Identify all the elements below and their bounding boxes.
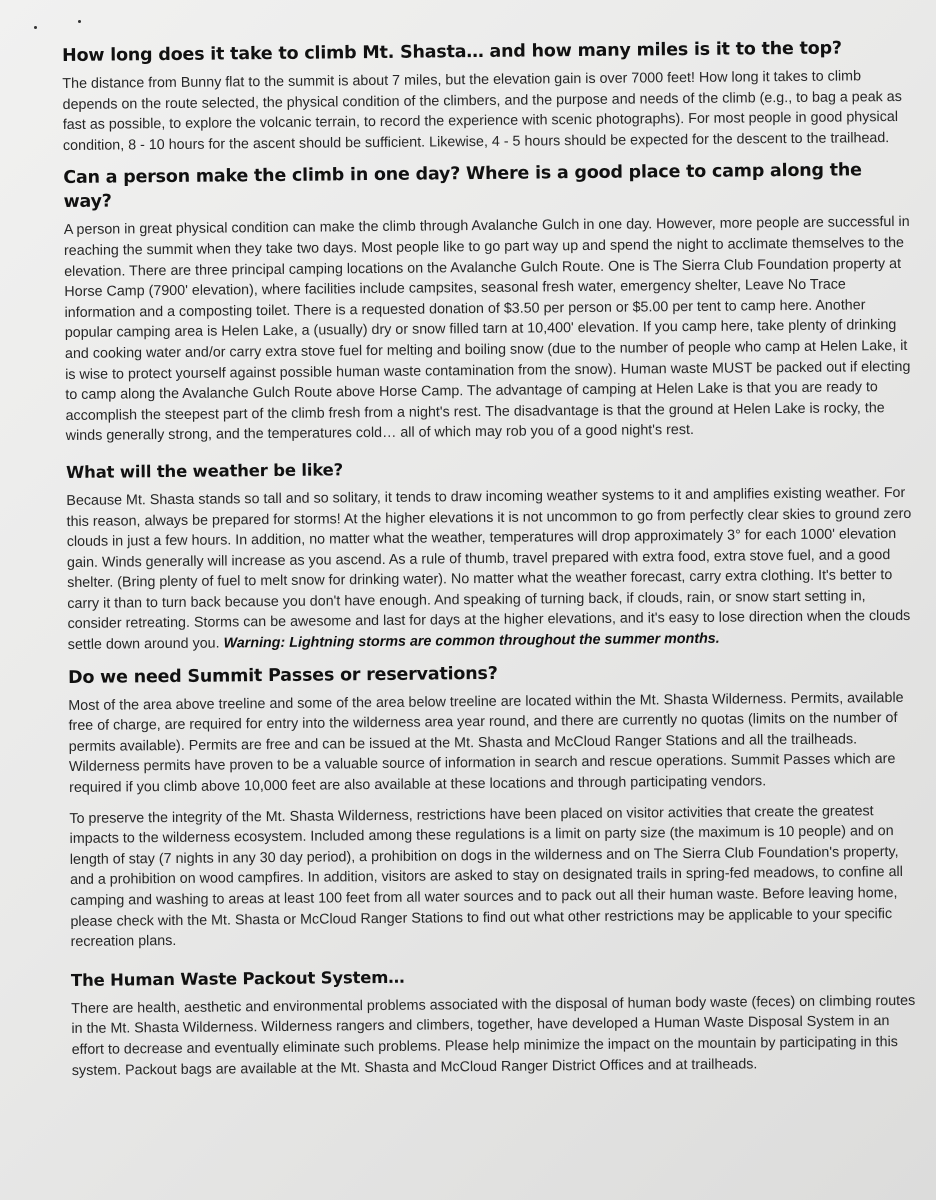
section-climb-duration [62,36,909,156]
section-summit-passes [68,658,917,953]
paragraph-weather-text: Because Mt. Shasta stands so tall and so solitary, it tends to draw incoming weather systems to it and amplifies existing weather. For this reason, always be prepared for storms! At the higher elevations it is not uncommon to go from perfectly clear skies to ground zero clouds in just a few hours. In addition, no matter what the weather, temperatures will drop approximately 3° for each 1000' elevation gain. Winds generally will increase as you ascend. As a rule of thumb, travel prepared with extra food, extra stove fuel, and a good shelter. (Bring plenty of fuel to melt snow for drinking water). No matter what the weather forecast, carry extra clothing. It's better to carry it than to turn back because you don't have enough. And speaking of turning back, if clouds, rain, or snow start setting in, consider retreating. Storms can be awesome and last for days at the higher elevations, and it's easy to lose direction when the clouds settle down around you. [66,484,912,654]
section-human-waste [71,961,918,1081]
heading-summit-passes: Do we need Summit Passes or reservations? [67,663,498,688]
section-weather [66,453,914,656]
paper-speck [34,26,37,29]
paragraph-one-day-camping: A person in great physical condition can make the climb through Avalanche Gulch in one day. However, more people are successful in reaching the summit when they take two days. Most people like to go part way up and spend the night to acclimate themselves to the elevation. There are three principal camping locations on the Avalanche Gulch Route. One is The Sierra Club Foundation property at Horse Camp (7900' elevation), where facilities include campsites, seasonal fresh water, emergency shelter, Leave No Trace information and a composting toilet. There is a requested donation of $3.50 per person or $5.00 per tent to camp here. Another popular camping area is Helen Lake, a (usually) dry or snow filled tarn at 10,400' elevation. If you camp here, take plenty of drinking and cooking water and/or carry extra stove fuel for melting and boiling snow (due to the number of people who camp at Helen Lake, it is wise to protect yourself against possible human waste contamination from the snow). Human waste MUST be packed out if electing to camp along the Avalanche Gulch Route above Horse Camp. The advantage of camping at Helen Lake is that you are ready to accomplish the steepest part of the climb fresh from a night's rest. The disadvantage is that the ground at Helen Lake is rocky, the winds generally strong, and the temperatures cold… all of which may rob you of a good night's rest. [63,214,911,445]
document-page [62,36,918,1091]
heading-climb-duration: How long does it take to climb Mt. Shasta… and how many miles is it to the top? [62,38,842,66]
paragraph-permits: Most of the area above treeline and some of the area below treeline are located within the Mt. Shasta Wilderness. Permits, available free of charge, are required for entry into the wilderness area year round, and there are currently no quotas (limits on the number of permits available). Permits are free and can be issued at the Mt. Shasta and McCloud Ranger Stations and all the trailheads. Wilderness permits have proven to be a valuable source of information in search and rescue operations. Summit Passes which are required if you climb above 10,000 feet are also available at these locations and through participating vendors. [68,689,904,796]
section-one-day-camping [63,158,912,447]
paragraph-human-waste: There are health, aesthetic and environmental problems associated with the disposal of human body waste (feces) on climbing routes in the Mt. Shasta Wilderness. Wilderness rangers and climbers, together, have developed a Human Waste Disposal System in an effort to decrease and eventually eliminate such problems. Please help minimize the impact on the mountain by participating in this system. Packout bags are available at the Mt. Shasta and McCloud Ranger District Offices and at trailheads. [71,992,916,1079]
lightning-warning: Warning: Lightning storms are common throughout the summer months. [223,630,720,652]
heading-weather: What will the weather be like? [66,460,344,482]
paragraph-weather [66,483,914,656]
paper-speck [78,20,81,23]
paragraph-restrictions: To preserve the integrity of the Mt. Shasta Wilderness, restrictions have been placed on visitor activities that create the greatest impacts to the wilderness ecosystem. Included among these regulations is a limit on party size (the maximum is 10 people) and on length of stay (7 nights in any 30 day period), a prohibition on dogs in the wilderness and on The Sierra Club Foundation's property, and a prohibition on wood campfires. In addition, visitors are asked to stay on designated trails in spring-fed meadows, to confine all camping and washing to areas at least 100 feet from all water sources and to pack out all their human waste. Before leaving home, please check with the Mt. Shasta or McCloud Ranger Stations to find out what other restrictions may be applicable to your specific recreation plans. [69,802,903,951]
heading-one-day-camping: Can a person make the climb in one day? Where is a good place to camp along the way? [63,160,862,213]
heading-human-waste: The Human Waste Packout System… [70,967,405,990]
paragraph-climb-duration: The distance from Bunny flat to the summit is about 7 miles, but the elevation gain is over 7000 feet! How long it takes to climb depends on the route selected, the physical condition of the climbers, and the purpose and needs of the climb (e.g., to bag a peak as fast as possible, to explore the volcanic terrain, to record the experience with scenic photographs). For most people in good physical condition, 8 - 10 hours for the ascent should be sufficient. Likewise, 4 - 5 hours should be expected for the descent to the trailhead. [62,68,902,154]
